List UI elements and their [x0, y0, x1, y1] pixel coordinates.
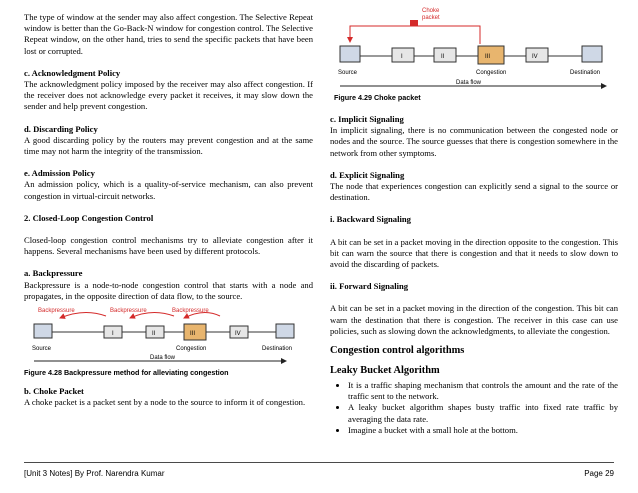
- backpressure-diagram: [24, 304, 313, 382]
- choke-return-path: [350, 26, 480, 44]
- leaky-bucket-list: [330, 380, 618, 436]
- node-4b-label: IV: [532, 54, 538, 60]
- choke-packet-icon: [410, 20, 418, 26]
- figure-4-28-caption: Figure 4.28 Backpressure method for alleviating congestion: [24, 368, 229, 378]
- explicit-signaling-heading: d. Explicit Signaling: [330, 169, 405, 180]
- node-2-label: II: [152, 331, 156, 338]
- backpressure-label-2: Backpressure: [110, 308, 147, 315]
- destination-computer-icon: [276, 324, 294, 338]
- choke-packet-label: Choke packet: [422, 8, 440, 21]
- congestion-algorithms-heading: Congestion control algorithms: [330, 345, 465, 357]
- closed-loop-text: Closed-loop congestion control mechanisms try to alleviate congestion after it happens. Several mechanisms have been used by different protocols.: [24, 235, 313, 257]
- figure-4-29-caption: Figure 4.29 Choke packet: [334, 93, 421, 102]
- backpressure-label-1: Backpressure: [38, 308, 75, 315]
- backward-signaling-heading: i. Backward Signaling: [330, 214, 411, 225]
- backpressure-heading: a. Backpressure: [24, 268, 83, 279]
- closed-loop-heading: 2. Closed-Loop Congestion Control: [24, 212, 154, 223]
- forward-signaling-heading: ii. Forward Signaling: [330, 281, 409, 292]
- node-3-label: III: [190, 331, 196, 338]
- forward-signaling-text: A bit can be set in a packet moving in the direction of the congestion. This bit can warn the destination that there is congestion. The receiver in this case can use policies, such as slowing down the acknowledgments, to alleviate the congestion.: [330, 303, 618, 336]
- footer-page-number: Page 29: [584, 469, 614, 478]
- congested-node-3b: [478, 46, 504, 64]
- left-column: [24, 12, 313, 408]
- acknowledgment-policy-text: The acknowledgment policy imposed by the receiver may also affect congestion. If the receiver does not acknowledge every packet it receives, it may slow down the sender and help prevent congestion.: [24, 79, 313, 112]
- list-item: • It is a traffic shaping mechanism that controls the amount and the rate of the traffic sent to the network.: [348, 380, 618, 402]
- node-1b: [392, 48, 414, 62]
- congestion-label: Congestion: [176, 346, 207, 353]
- node-4-label: IV: [235, 331, 241, 338]
- admission-policy-heading: e. Admission Policy: [24, 168, 95, 179]
- node-1-label: I: [112, 331, 114, 338]
- acknowledgment-policy-heading: c. Acknowledgment Policy: [24, 67, 121, 78]
- explicit-signaling-text: The node that experiences congestion can explicitly send a signal to the source or destination.: [330, 181, 618, 203]
- backpressure-label-3: Backpressure: [172, 308, 209, 315]
- source-computer-icon: [34, 324, 52, 338]
- page-footer: [24, 462, 614, 483]
- node-1b-label: I: [401, 54, 403, 60]
- choke-packet-diagram: [330, 4, 618, 110]
- leaky-bucket-heading: Leaky Bucket Algorithm: [330, 365, 440, 377]
- backward-signaling-text: A bit can be set in a packet moving in the direction opposite to the congestion. This bit can warn the source that there is congestion and that it needs to slow down to avoid the discarding of packets.: [330, 236, 618, 270]
- right-column: [330, 4, 618, 436]
- node-2b-label: II: [441, 54, 445, 60]
- source-label: Source: [32, 346, 52, 353]
- implicit-signaling-text: In implicit signaling, there is no communication between the congested node or nodes and the source. The source guesses that there is congestion somewhere in the network from other symptoms.: [330, 125, 618, 158]
- choke-packet-heading: b. Choke Packet: [24, 386, 84, 397]
- footer-author: [Unit 3 Notes] By Prof. Narendra Kumar: [24, 469, 165, 478]
- node-3b-label: III: [485, 54, 491, 60]
- list-item: • Imagine a bucket with a small hole at the bottom.: [348, 425, 618, 436]
- data-flow-label: Data flow: [150, 355, 176, 362]
- admission-policy-text: An admission policy, which is a quality-of-service mechanism, can also prevent congestion in virtual-circuit networks.: [24, 179, 313, 201]
- backpressure-text: Backpressure is a node-to-node congestion control that starts with a node and propagates, in the opposite direction of data flow, to the source.: [24, 279, 313, 301]
- discarding-policy-heading: d. Discarding Policy: [24, 123, 98, 134]
- congestion-label-2: Congestion: [476, 70, 507, 76]
- destination-computer-icon-2: [582, 46, 602, 62]
- destination-label-2: Destination: [570, 70, 601, 76]
- source-label-2: Source: [338, 70, 358, 76]
- node-2b: [434, 48, 456, 62]
- intro-paragraph: The type of window at the sender may also affect congestion. The Selective Repeat window is better than the Go-Back-N window for congestion control. The Selective Repeat window, on the other hand, tries to send the specific packets that have been lost or corrupted.: [24, 12, 313, 56]
- figure-4-28: [24, 304, 313, 382]
- figure-4-29: [330, 4, 618, 110]
- choke-packet-text: A choke packet is a packet sent by a node to the source to inform it of congestion.: [24, 397, 306, 408]
- source-computer-icon-2: [340, 46, 360, 62]
- destination-label: Destination: [262, 346, 293, 353]
- discarding-policy-text: A good discarding policy by the routers may prevent congestion and at the same time may not harm the integrity of the transmission.: [24, 134, 313, 157]
- implicit-signaling-heading: c. Implicit Signaling: [330, 114, 404, 124]
- list-item: • A leaky bucket algorithm shapes busty traffic into fixed rate traffic by averaging the data rate.: [348, 402, 618, 424]
- data-flow-label-2: Data flow: [456, 80, 482, 86]
